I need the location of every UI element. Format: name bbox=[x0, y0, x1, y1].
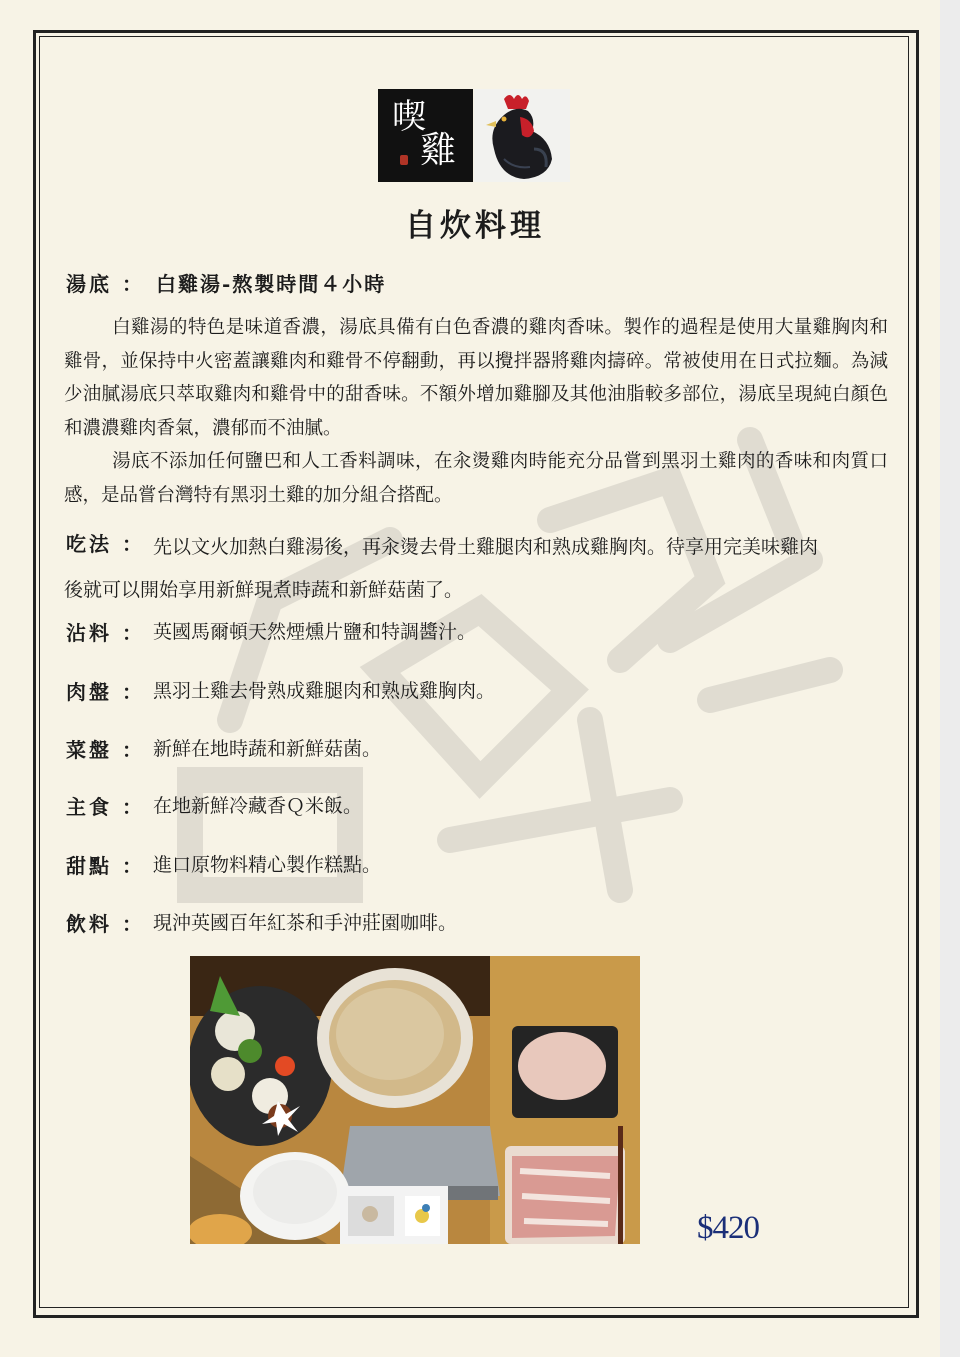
page-title: 自炊料理 bbox=[405, 208, 545, 244]
usage-description bbox=[64, 526, 888, 612]
logo-char-1: 喫 bbox=[392, 97, 424, 137]
logo-char-2: 雞 bbox=[420, 130, 455, 171]
usage-line-1: 先以文火加熱白雞湯後，再汆燙去骨土雞腿肉和熟成雞胸肉。待享用完美味雞肉 bbox=[153, 536, 819, 558]
soup-description bbox=[64, 311, 888, 512]
staple-text: 在地新鮮冷藏香Ｑ米飯。 bbox=[153, 795, 363, 817]
dessert-text: 進口原物料精心製作糕點。 bbox=[153, 854, 382, 876]
usage-label: 吃法 ： bbox=[66, 532, 145, 556]
dipping-text: 英國馬爾頓天然煙燻片鹽和特調醬汁。 bbox=[153, 621, 477, 643]
soup-paragraph-2: 湯底不添加任何鹽巴和人工香料調味，在汆燙雞肉時能充分品嘗到黑羽土雞肉的香味和肉質口感，是品嘗台灣特有黑羽土雞的加分組合搭配。 bbox=[64, 451, 888, 506]
hotpot-set-photo bbox=[190, 956, 640, 1244]
drinks-label: 飲料 ： bbox=[66, 912, 145, 936]
soup-paragraph-1: 白雞湯的特色是味道香濃，湯底具備有白色香濃的雞肉香味。製作的過程是使用大量雞胸肉和雞骨，並保持中火密蓋讓雞肉和雞骨不停翻動，再以攪拌器將雞肉擣碎。常被使用在日式拉麵。為減少油膩湯底只萃取雞肉和雞骨中的甜香味。不額外增加雞腳及其他油脂較多部位，湯底呈現純白顏色和濃濃雞肉香氣，濃郁而不油膩。 bbox=[64, 317, 888, 439]
meat-plate-label: 肉盤 ： bbox=[66, 680, 145, 704]
meat-plate-text: 黑羽土雞去骨熟成雞腿肉和熟成雞胸肉。 bbox=[153, 680, 496, 702]
vegetable-plate-label: 菜盤 ： bbox=[66, 738, 145, 762]
price-tag: $420 bbox=[697, 1210, 759, 1246]
logo-seal bbox=[400, 155, 408, 165]
rooster-illustration bbox=[474, 89, 570, 182]
drinks-text: 現沖英國百年紅茶和手沖莊園咖啡。 bbox=[153, 912, 458, 934]
soup-label: 湯底 ： bbox=[66, 272, 145, 296]
dessert-label: 甜點 ： bbox=[66, 854, 145, 878]
staple-label: 主食 ： bbox=[66, 795, 145, 819]
usage-line-2: 後就可以開始享用新鮮現煮時蔬和新鮮菇菌了。 bbox=[64, 579, 464, 601]
brand-logo bbox=[378, 89, 473, 182]
vegetable-plate-text: 新鮮在地時蔬和新鮮菇菌。 bbox=[153, 738, 382, 760]
dipping-label: 沾料 ： bbox=[66, 621, 145, 645]
soup-heading: 白雞湯-熬製時間４小時 bbox=[156, 272, 387, 296]
